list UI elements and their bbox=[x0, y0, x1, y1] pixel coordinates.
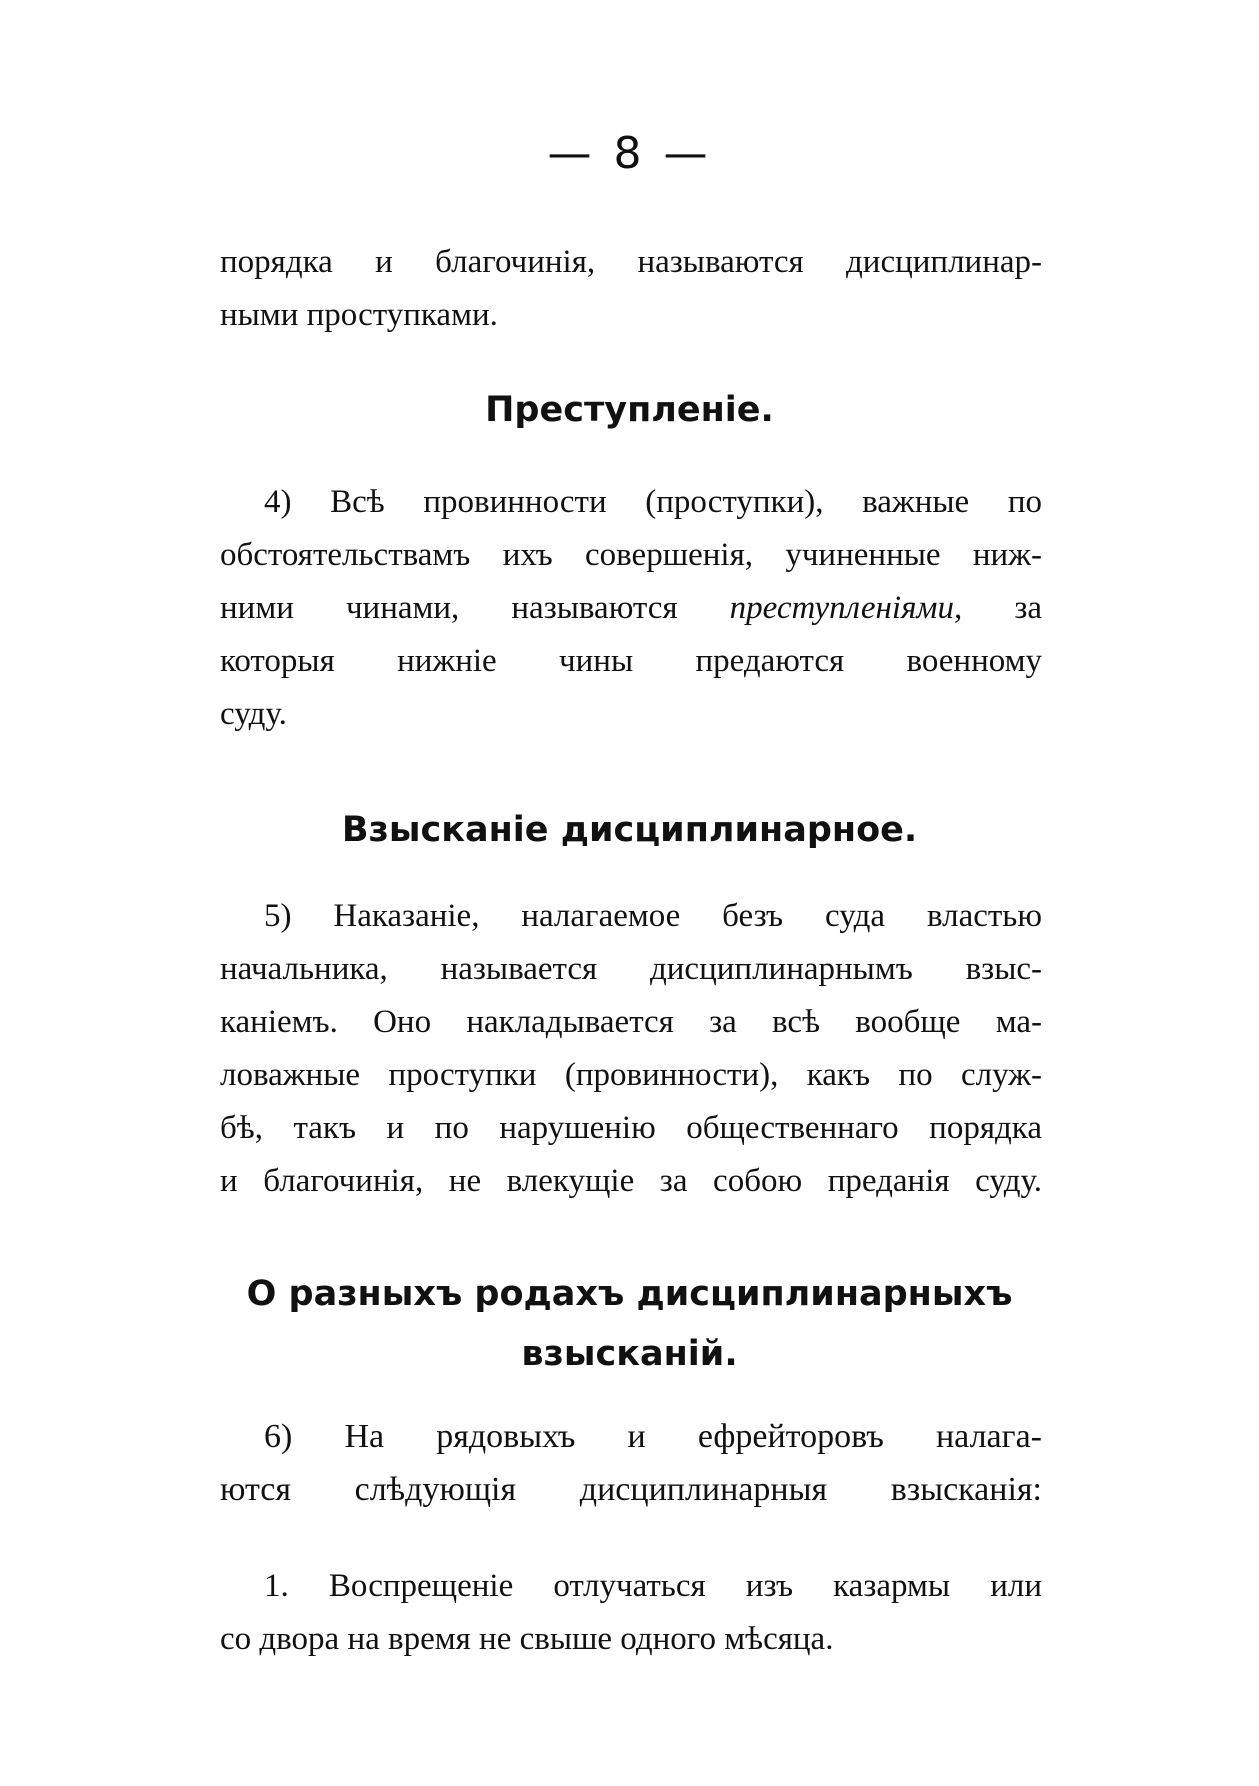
paragraph-6 bbox=[220, 1410, 1042, 1516]
text-line: каніемъ. Оно накладывается за всѣ вообще ма- bbox=[220, 1004, 1042, 1040]
heading-line: О разныхъ родахъ дисциплинарныхъ bbox=[246, 1274, 1013, 1314]
paragraph-4 bbox=[220, 476, 1042, 741]
text-line: обстоятельствамъ ихъ совершенія, учиненные ниж- bbox=[220, 537, 1042, 573]
text-line: порядка и благочинія, называются дисциплинар- bbox=[220, 244, 1042, 280]
text-fragment: ними чинами, называются bbox=[220, 590, 678, 626]
text-line: ются слѣдующія дисциплинарныя взысканія: bbox=[220, 1471, 1042, 1508]
list-item-1 bbox=[220, 1560, 1042, 1666]
text-line: которыя нижніе чины предаются военному bbox=[220, 643, 1042, 679]
text-line: и благочинія, не влекущіе за собою преданія суду. bbox=[220, 1163, 1042, 1199]
text-line: со двора на время не свыше одного мѣсяца. bbox=[220, 1621, 834, 1657]
text-line: ловажные проступки (провинности), какъ по служ- bbox=[220, 1057, 1042, 1093]
text-line: ными проступками. bbox=[220, 297, 498, 333]
text-line: 4) Всѣ провинности (проступки), важные по bbox=[264, 484, 1042, 520]
text-line: 5) Наказаніе, налагаемое безъ суда властью bbox=[264, 898, 1042, 934]
text-line: бѣ, такъ и по нарушенію общественнаго порядка bbox=[220, 1110, 1042, 1146]
page-number: — 8 — bbox=[547, 128, 712, 179]
text-fragment: за bbox=[1014, 590, 1043, 626]
heading-disciplinary-penalty: Взысканіе дисциплинарное. bbox=[341, 810, 918, 850]
text-line: 6) На рядовыхъ и ефрейторовъ налага- bbox=[264, 1418, 1042, 1455]
text-line: суду. bbox=[220, 696, 287, 732]
heading-kinds-of-penalties bbox=[0, 1264, 1259, 1384]
heading-line: взысканій. bbox=[521, 1334, 738, 1374]
text-line: 1. Воспрещеніе отлучаться изъ казармы или bbox=[264, 1568, 1042, 1604]
paragraph-5 bbox=[220, 890, 1042, 1208]
italic-term: преступленіями, bbox=[729, 590, 963, 626]
continuation-paragraph bbox=[220, 236, 1042, 342]
text-line bbox=[220, 582, 1042, 635]
text-line: начальника, называется дисциплинарнымъ взыс- bbox=[220, 951, 1042, 987]
heading-crime: Преступленіе. bbox=[485, 390, 774, 430]
